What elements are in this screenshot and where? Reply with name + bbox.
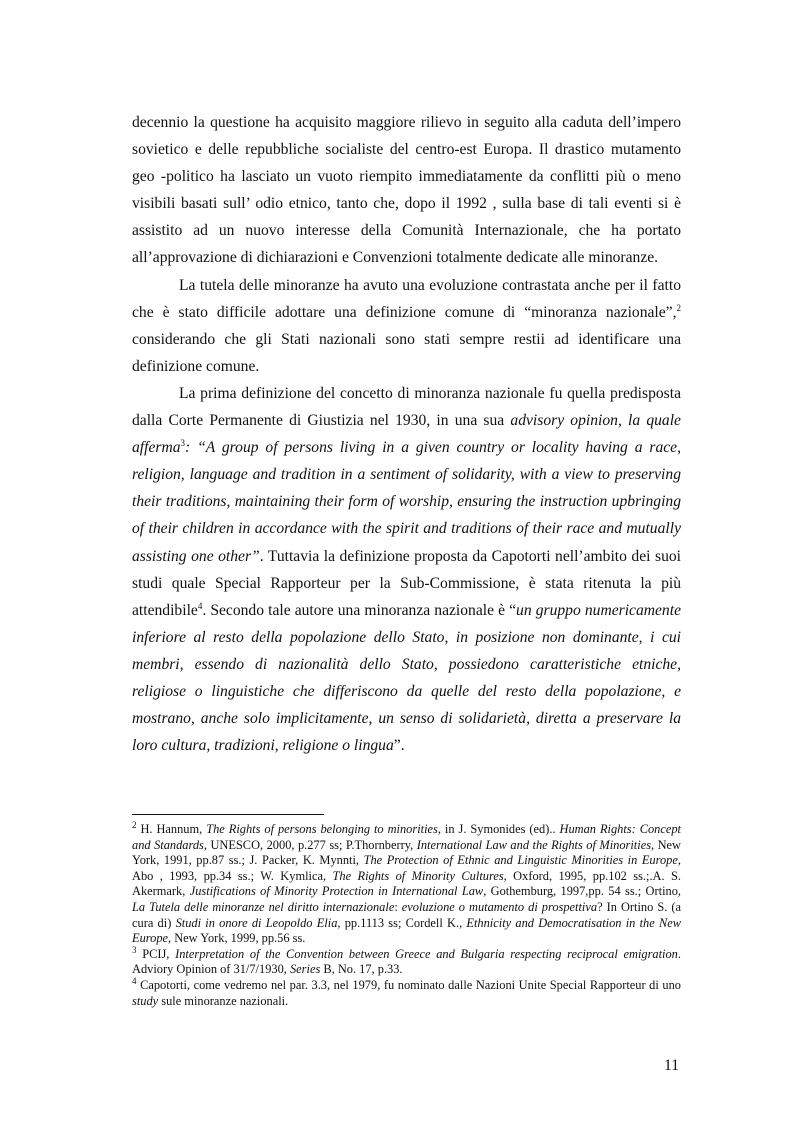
paragraph xyxy=(132,109,681,272)
paragraph xyxy=(132,272,681,380)
text-run: Justifications of Minority Protection in International Law xyxy=(189,884,484,899)
text-run: The Rights of Minority Cultures xyxy=(332,868,504,883)
text-run: study xyxy=(132,993,159,1008)
text-run: un gruppo numericamente inferiore al resto della popolazione dello Stato, in posizione non dominante, i cui membri, essendo di nazionalità dello Stato, possiedono caratteristiche etniche, religiose o linguistiche che differiscono da quelle del resto della popolazione, e mostrano, anche solo implicitamente, un senso di solidarietà, diretta a preservare la loro cultura, tradizioni, religione o lingua xyxy=(132,601,681,755)
text-run: B, No. 17, p.33. xyxy=(320,962,403,977)
text-run: sule minoranze nazionali. xyxy=(158,993,289,1008)
text-run: . Secondo tale autore una minoranza nazionale è “ xyxy=(202,601,517,619)
text-run: , Gothemburg, 1997,pp. 54 ss.; Ortino, xyxy=(483,884,681,899)
footnote-2 xyxy=(132,819,681,947)
text-run: evoluzione o mutamento di prospettiva xyxy=(401,899,598,914)
text-run: The Rights of persons belonging to minorities xyxy=(206,822,438,836)
text-run: . Tuttavia la definizione proposta da Capotorti nell’ambito dei suoi studi quale Special Rapporteur per la Sub-Commissione, è stata ritenuta la più attendibile xyxy=(132,547,681,619)
footnote-ref: 4 xyxy=(132,975,137,986)
text-run: Studi in onore di Leopoldo Elia xyxy=(175,915,338,930)
text-run: La prima definizione del concetto di minoranza nazionale fu quella predisposta dalla Corte Permanente di Giustizia nel 1930, in una sua xyxy=(132,384,681,430)
footnote-4 xyxy=(132,975,681,1009)
text-run: La Tutela delle minoranze nel diritto internazionale xyxy=(132,899,395,914)
page-number: 11 xyxy=(664,1057,680,1074)
text-run: Capotorti, come vedremo nel par. 3.3, nel 1979, fu nominato dalle Nazioni Unite Special Rapporteur di uno xyxy=(136,977,681,992)
footnote-ref: 3 xyxy=(132,944,137,955)
text-run: considerando che gli Stati nazionali sono stati sempre restii ad identificare una definizione comune. xyxy=(132,330,681,375)
text-run: , pp.1113 ss; Cordell K., xyxy=(337,915,467,930)
text-run: Series xyxy=(289,962,321,977)
text-run: H. Hannum, xyxy=(136,822,207,836)
body-text xyxy=(132,109,681,759)
footnote-ref: 4 xyxy=(197,600,203,611)
text-run: Human Rights: Concept and Standards xyxy=(132,822,681,852)
text-run: La tutela delle minoranze ha avuto una evoluzione contrastata anche per il fatto che è stato difficile adottare una definizione comune di “minoranza nazionale”, xyxy=(132,276,681,321)
footnote-separator xyxy=(132,814,324,815)
text-run: The Protection of Ethnic and Linguistic Minorities in Europe xyxy=(363,853,678,868)
text-run: advisory opinion, la quale afferma xyxy=(132,412,681,457)
text-run: : xyxy=(394,899,402,914)
text-run: , UNESCO, 2000, p.277 ss; P.Thornberry, xyxy=(203,837,417,852)
text-run: : “A group of persons living in a given country or locality having a race, religion, language and tradition in a sentiment of solidarity, with a view to preserving their traditions, maintaining their form of worship, ensuring the instruction upbringing of their children in accordance with the spirit and traditions of their race and mutually assisting one other” xyxy=(132,439,681,565)
text-run: , New York, 1991, pp.87 ss.; J. Packer, K. Mynnti, xyxy=(132,837,681,868)
text-run: . Adviory Opinion of 31/7/1930, xyxy=(132,946,681,977)
footnote-3 xyxy=(132,944,681,978)
text-run: decennio la questione ha acquisito maggiore rilievo in seguito alla caduta dell’impero sovietico e delle repubbliche socialiste del centro-est Europa. Il drastico mutamento geo -politico ha lasciato un vuoto riempito immediatamente da conflitti più o meno visibili basati sull’ odio etnico, tanto che, dopo il 1992 , sulla base di tali eventi si è assistito ad un nuovo interesse della Comunità Internazionale, che ha portato all’approvazione di dichiarazioni e Convenzioni totalmente dedicate alle minoranze. xyxy=(132,114,681,267)
footnote-ref: 2 xyxy=(676,302,681,313)
text-run: , New York, 1999, pp.56 ss. xyxy=(168,931,306,946)
text-run: ”. xyxy=(393,737,405,755)
footnote-ref: 3 xyxy=(180,437,186,448)
text-run: PCIJ, xyxy=(136,946,176,961)
text-run: , Abo , 1993, pp.34 ss.; W. Kymlica, xyxy=(132,853,681,883)
footnote-ref: 2 xyxy=(132,819,137,830)
text-run: , in J. Symonides (ed).. xyxy=(437,822,560,836)
text-run: , Oxford, 1995, pp.102 ss.;.A. S. Akermark, xyxy=(132,868,681,899)
text-run: International Law and the Rights of Minorities xyxy=(416,837,652,852)
text-run: Ethnicity and Democratisation in the New Europe xyxy=(132,915,681,946)
footnotes xyxy=(132,819,681,1009)
text-run: Interpretation of the Convention between Greece and Bulgaria respecting reciprocal emigration xyxy=(175,946,678,961)
text-run: ? In Ortino S. (a cura di) xyxy=(132,899,681,930)
paragraph xyxy=(132,380,681,759)
